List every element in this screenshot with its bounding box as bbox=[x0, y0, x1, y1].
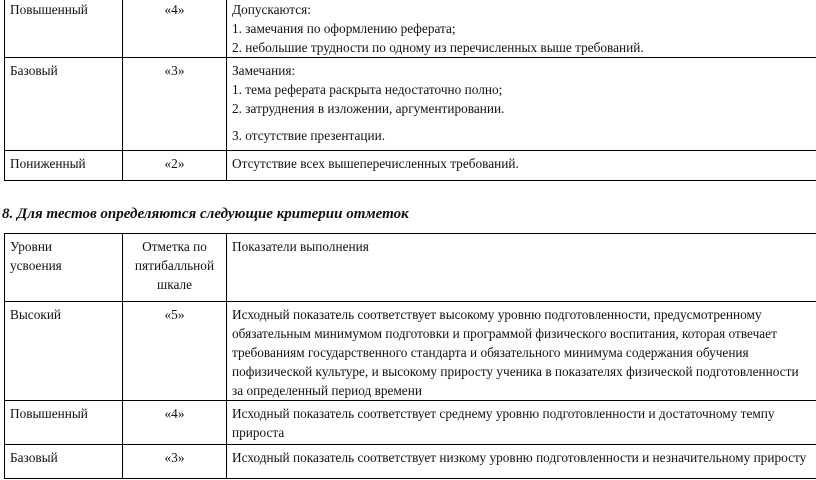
mark-cell: «3» bbox=[123, 445, 227, 479]
description-line: обязательным минимумом подготовки и программой физического воспитания, которая отвечает bbox=[232, 326, 777, 341]
criteria-table-tests bbox=[4, 233, 816, 479]
description-line: Исходный показатель соответствует высокому уровню подготовленности, предусмотренному bbox=[232, 307, 762, 322]
level-cell: Повышенный bbox=[5, 0, 123, 58]
table-header-row bbox=[5, 234, 816, 302]
header-line: шкале bbox=[156, 277, 193, 292]
mark-cell: «5» bbox=[123, 302, 227, 401]
description-line: Допускаются: bbox=[232, 2, 311, 17]
description-line: 2. небольшие трудности по одному из перечисленных выше требований. bbox=[232, 40, 644, 55]
header-mark bbox=[123, 234, 227, 302]
mark-cell: «4» bbox=[123, 401, 227, 445]
description-line: 1. тема реферата раскрыта недостаточно полно; bbox=[232, 82, 503, 97]
criteria-table-essay bbox=[4, 0, 816, 181]
description-line: пофизической культуре, и высокому приросту ученика в показателях физической подготовленности bbox=[232, 364, 799, 379]
table-row bbox=[5, 0, 816, 58]
mark-cell: «2» bbox=[123, 151, 227, 181]
description-line: за определенный период времени bbox=[232, 383, 422, 398]
table-row bbox=[5, 302, 816, 401]
level-cell: Базовый bbox=[5, 445, 123, 479]
table-row bbox=[5, 445, 816, 479]
header-line: Уровни bbox=[10, 239, 53, 254]
description-line: Отсутствие всех вышеперечисленных требований. bbox=[232, 156, 519, 171]
description-line: 3. отсутствие презентации. bbox=[232, 128, 386, 143]
mark-cell: «4» bbox=[123, 0, 227, 58]
table-row bbox=[5, 151, 816, 181]
header-line: Отметка по bbox=[142, 239, 207, 254]
level-cell: Базовый bbox=[5, 58, 123, 151]
level-cell: Высокий bbox=[5, 302, 123, 401]
description-cell bbox=[227, 0, 816, 58]
header-indicators: Показатели выполнения bbox=[227, 234, 816, 302]
description-line: Исходный показатель соответствует среднему уровню подготовленности и достаточному темпу bbox=[232, 406, 775, 421]
header-line: усвоения bbox=[10, 258, 62, 273]
table-row bbox=[5, 58, 816, 151]
description-cell bbox=[227, 401, 816, 445]
description-line: прироста bbox=[232, 425, 285, 440]
description-line: 1. замечания по оформлению реферата; bbox=[232, 21, 456, 36]
description-cell bbox=[227, 151, 816, 181]
description-line: Исходный показатель соответствует низкому уровню подготовленности и незначительному приросту bbox=[232, 450, 807, 465]
description-line: Замечания: bbox=[232, 63, 296, 78]
table-row bbox=[5, 401, 816, 445]
header-line: пятибалльной bbox=[134, 258, 215, 273]
level-cell: Пониженный bbox=[5, 151, 123, 181]
description-cell bbox=[227, 445, 816, 479]
description-line: требованиям государственного стандарта и обязательного минимума содержания обучения bbox=[232, 345, 749, 360]
description-cell bbox=[227, 302, 816, 401]
description-line: 2. затруднения в изложении, аргументировании. bbox=[232, 101, 505, 116]
description-cell bbox=[227, 58, 816, 151]
section-heading: 8. Для тестов определяются следующие критерии отметок bbox=[2, 206, 409, 222]
level-cell: Повышенный bbox=[5, 401, 123, 445]
header-levels bbox=[5, 234, 123, 302]
mark-cell: «3» bbox=[123, 58, 227, 151]
